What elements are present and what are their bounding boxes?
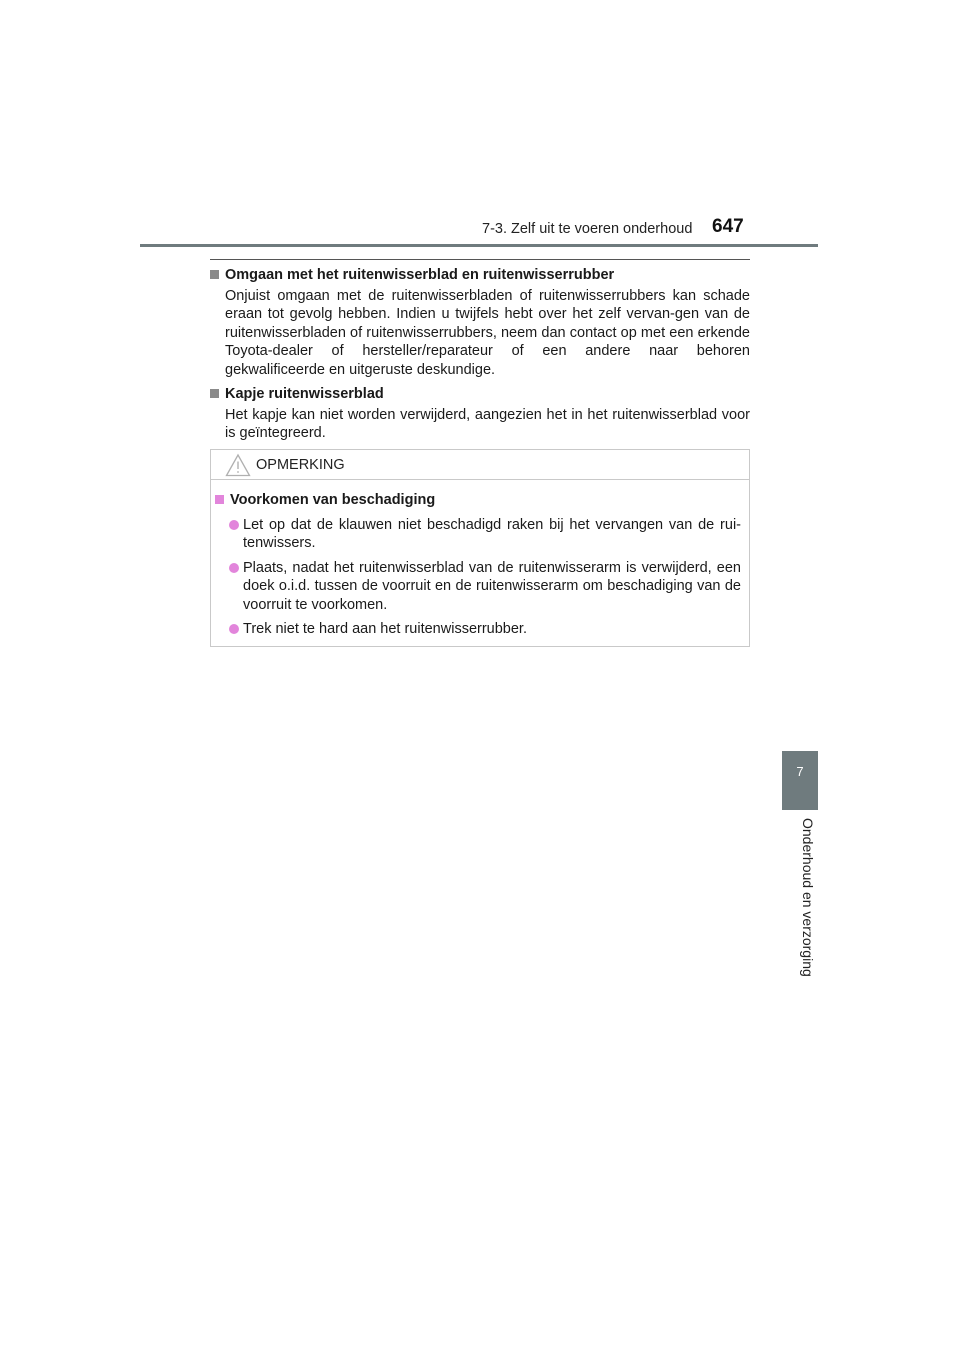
header-rule <box>140 244 818 247</box>
section-heading <box>210 385 750 404</box>
notice-item-text: Let op dat de klauwen niet beschadigd raken bij het vervangen van de rui-tenwissers. <box>243 516 741 551</box>
notice-item <box>215 516 741 553</box>
dot-bullet-icon <box>229 520 239 530</box>
notice-box <box>210 449 750 647</box>
chapter-title: Onderhoud en verzorging <box>800 818 816 977</box>
section-heading-text: Kapje ruitenwisserblad <box>225 386 384 402</box>
warning-triangle-icon <box>225 453 251 477</box>
square-bullet-icon <box>215 495 224 504</box>
page-number: 647 <box>712 216 744 237</box>
notice-item-text: Trek niet te hard aan het ruitenwisserrubber. <box>243 621 527 637</box>
header-section-title: 7-3. Zelf uit te voeren onderhoud <box>482 221 693 237</box>
square-bullet-icon <box>210 389 219 398</box>
section-body: Onjuist omgaan met de ruitenwisserbladen of ruitenwisserrubbers kan schade eraan tot gevolg hebben. Indien u twijfels hebt over het zelf vervan-gen van de ruitenwisserbladen of ruitenwisserrubbers, neem dan contact op met een erkende Toyota-dealer of hersteller/reparateur of een andere naar behoren gekwalificeerde en uitgeruste deskundige. <box>225 287 750 378</box>
chapter-number: 7 <box>796 764 804 779</box>
dot-bullet-icon <box>229 563 239 573</box>
content-top-rule <box>210 259 750 260</box>
section-wiper-cap <box>210 385 750 443</box>
dot-bullet-icon <box>229 624 239 634</box>
notice-header <box>211 450 749 480</box>
notice-heading <box>215 491 741 510</box>
notice-title: OPMERKING <box>256 457 345 473</box>
section-heading <box>210 266 750 285</box>
notice-item <box>215 620 741 639</box>
section-heading-text: Omgaan met het ruitenwisserblad en ruitenwisserrubber <box>225 267 615 283</box>
square-bullet-icon <box>210 270 219 279</box>
main-content <box>210 266 750 449</box>
notice-item-text: Plaats, nadat het ruitenwisserblad van de ruitenwisserarm is verwijderd, een doek o.i.d. tussen de voorruit en de ruitenwisserarm om beschadiging van de voorruit te voorkomen. <box>243 559 741 613</box>
notice-heading-text: Voorkomen van beschadiging <box>230 492 436 508</box>
chapter-tab <box>782 751 818 810</box>
notice-item <box>215 559 741 615</box>
notice-body <box>211 480 749 639</box>
section-wiper-handling <box>210 266 750 379</box>
section-body: Het kapje kan niet worden verwijderd, aangezien het in het ruitenwisserblad voor is geïntegreerd. <box>225 406 750 441</box>
